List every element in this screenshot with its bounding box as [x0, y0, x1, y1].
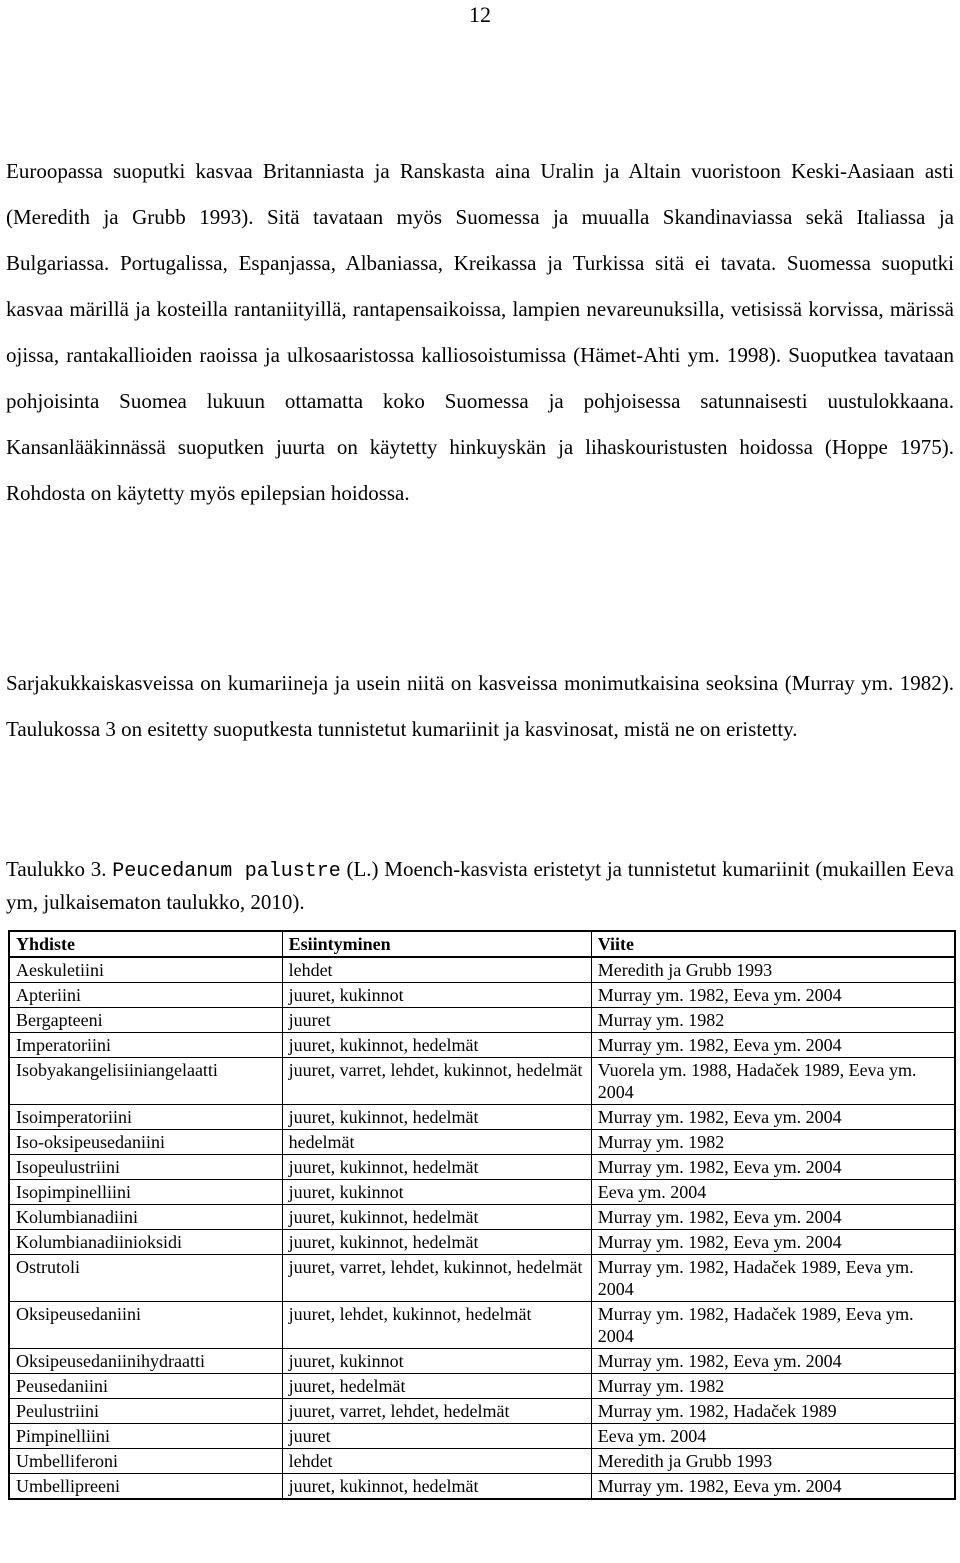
column-header-compound: Yhdiste	[9, 931, 282, 957]
cell-compound: Kolumbianadiini	[9, 1205, 282, 1230]
cell-compound: Isobyakangelisiiniangelaatti	[9, 1058, 282, 1105]
table-caption-suffix: (L.) Moench-kasvista eristetyt ja tunnistetut kumariinit (mukaillen Eeva ym, julkaisematon taulukko, 2010).	[6, 857, 954, 914]
cell-occurrence: hedelmät	[282, 1130, 591, 1155]
cell-compound: Isopimpinelliini	[9, 1180, 282, 1205]
table-row	[9, 1302, 955, 1349]
cell-reference: Murray ym. 1982, Eeva ym. 2004	[591, 1230, 955, 1255]
cell-occurrence: juuret	[282, 1424, 591, 1449]
cell-reference: Murray ym. 1982, Eeva ym. 2004	[591, 1349, 955, 1374]
table-row	[9, 1255, 955, 1302]
table-row	[9, 1230, 955, 1255]
body-paragraph: Sarjakukkaiskasveissa on kumariineja ja usein niitä on kasveissa monimutkaisina seoksina (Murray ym. 1982). Taulukossa 3 on esitetty suoputkesta tunnistetut kumariinit ja kasvinosat, mistä ne on eristetty.	[6, 671, 954, 741]
table-row	[9, 1130, 955, 1155]
table-row	[9, 1449, 955, 1474]
cell-reference: Murray ym. 1982	[591, 1008, 955, 1033]
column-header-occurrence: Esiintyminen	[282, 931, 591, 957]
cell-reference: Murray ym. 1982, Hadaček 1989	[591, 1399, 955, 1424]
table-row	[9, 1105, 955, 1130]
cell-occurrence: juuret, kukinnot	[282, 983, 591, 1008]
cell-compound: Imperatoriini	[9, 1033, 282, 1058]
cell-compound: Bergapteeni	[9, 1008, 282, 1033]
cell-reference: Eeva ym. 2004	[591, 1424, 955, 1449]
cell-occurrence: lehdet	[282, 1449, 591, 1474]
cell-reference: Meredith ja Grubb 1993	[591, 957, 955, 983]
cell-occurrence: juuret, kukinnot, hedelmät	[282, 1033, 591, 1058]
cell-reference: Murray ym. 1982, Eeva ym. 2004	[591, 1155, 955, 1180]
cell-reference: Vuorela ym. 1988, Hadaček 1989, Eeva ym. 2004	[591, 1058, 955, 1105]
cell-occurrence: juuret, lehdet, kukinnot, hedelmät	[282, 1302, 591, 1349]
cell-reference: Murray ym. 1982, Hadaček 1989, Eeva ym. 2004	[591, 1302, 955, 1349]
cell-compound: Umbelliferoni	[9, 1449, 282, 1474]
cell-occurrence: lehdet	[282, 957, 591, 983]
cell-reference: Eeva ym. 2004	[591, 1180, 955, 1205]
cell-compound: Ostrutoli	[9, 1255, 282, 1302]
page-number: 12	[469, 2, 491, 27]
table-row	[9, 957, 955, 983]
cell-compound: Iso-oksipeusedaniini	[9, 1130, 282, 1155]
table-row	[9, 1058, 955, 1105]
cell-compound: Aeskuletiini	[9, 957, 282, 983]
cell-reference: Murray ym. 1982	[591, 1130, 955, 1155]
table-row	[9, 1399, 955, 1424]
column-header-reference: Viite	[591, 931, 955, 957]
cell-occurrence: juuret, kukinnot	[282, 1180, 591, 1205]
table-row	[9, 1180, 955, 1205]
cell-reference: Murray ym. 1982	[591, 1374, 955, 1399]
cell-occurrence: juuret, kukinnot, hedelmät	[282, 1474, 591, 1500]
cell-occurrence: juuret, kukinnot, hedelmät	[282, 1205, 591, 1230]
table-row	[9, 983, 955, 1008]
table-row	[9, 1008, 955, 1033]
cell-reference: Murray ym. 1982, Eeva ym. 2004	[591, 1105, 955, 1130]
cell-compound: Oksipeusedaniini	[9, 1302, 282, 1349]
table-row	[9, 1424, 955, 1449]
cell-compound: Umbellipreeni	[9, 1474, 282, 1500]
cell-compound: Pimpinelliini	[9, 1424, 282, 1449]
cell-occurrence: juuret, kukinnot, hedelmät	[282, 1105, 591, 1130]
cell-reference: Meredith ja Grubb 1993	[591, 1449, 955, 1474]
table-row	[9, 1205, 955, 1230]
cell-reference: Murray ym. 1982, Eeva ym. 2004	[591, 1033, 955, 1058]
cell-compound: Isopeulustriini	[9, 1155, 282, 1180]
body-paragraph: Euroopassa suoputki kasvaa Britanniasta ja Ranskasta aina Uralin ja Altain vuoristoon Keski-Aasiaan asti (Meredith ja Grubb 1993). Sitä tavataan myös Suomessa ja muualla Skandinaviassa sekä Italiassa ja Bulgariassa. Portugalissa, Espanjassa, Albaniassa, Kreikassa ja Turkissa sitä ei tavata. Suomessa suoputki kasvaa märillä ja kosteilla rantaniityillä, rantapensaikoissa, lampien nevareunuksilla, vetisissä korvissa, märissä ojissa, rantakallioiden raoissa ja ulkosaaristossa kalliosoistumissa (Hämet-Ahti ym. 1998). Suoputkea tavataan pohjoisinta Suomea lukuun ottamatta koko Suomessa ja pohjoisessa satunnaisesti uustulokkaana. Kansanlääkinnässä suoputken juurta on käytetty hinkuyskän ja lihaskouristusten hoidossa (Hoppe 1975). Rohdosta on käytetty myös epilepsian hoidossa.	[6, 159, 954, 505]
cell-reference: Murray ym. 1982, Eeva ym. 2004	[591, 1205, 955, 1230]
table-header-row	[9, 931, 955, 957]
cell-compound: Oksipeusedaniinihydraatti	[9, 1349, 282, 1374]
table-row	[9, 1033, 955, 1058]
coumarin-table	[8, 930, 956, 1500]
cell-occurrence: juuret, varret, lehdet, hedelmät	[282, 1399, 591, 1424]
cell-occurrence: juuret, kukinnot, hedelmät	[282, 1155, 591, 1180]
cell-occurrence: juuret, hedelmät	[282, 1374, 591, 1399]
cell-occurrence: juuret, varret, lehdet, kukinnot, hedelmät	[282, 1058, 591, 1105]
table-row	[9, 1155, 955, 1180]
cell-reference: Murray ym. 1982, Eeva ym. 2004	[591, 1474, 955, 1500]
cell-reference: Murray ym. 1982, Hadaček 1989, Eeva ym. 2004	[591, 1255, 955, 1302]
table-row	[9, 1349, 955, 1374]
cell-occurrence: juuret, kukinnot, hedelmät	[282, 1230, 591, 1255]
cell-compound: Isoimperatoriini	[9, 1105, 282, 1130]
cell-occurrence: juuret, kukinnot	[282, 1349, 591, 1374]
cell-compound: Peusedaniini	[9, 1374, 282, 1399]
cell-compound: Kolumbianadiinioksidi	[9, 1230, 282, 1255]
table-caption	[6, 854, 954, 917]
cell-compound: Apteriini	[9, 983, 282, 1008]
cell-occurrence: juuret	[282, 1008, 591, 1033]
table-caption-prefix: Taulukko 3.	[6, 857, 113, 881]
cell-reference: Murray ym. 1982, Eeva ym. 2004	[591, 983, 955, 1008]
table-caption-species: Peucedanum palustre	[112, 860, 341, 883]
table-row	[9, 1374, 955, 1399]
cell-compound: Peulustriini	[9, 1399, 282, 1424]
cell-occurrence: juuret, varret, lehdet, kukinnot, hedelmät	[282, 1255, 591, 1302]
table-row	[9, 1474, 955, 1500]
